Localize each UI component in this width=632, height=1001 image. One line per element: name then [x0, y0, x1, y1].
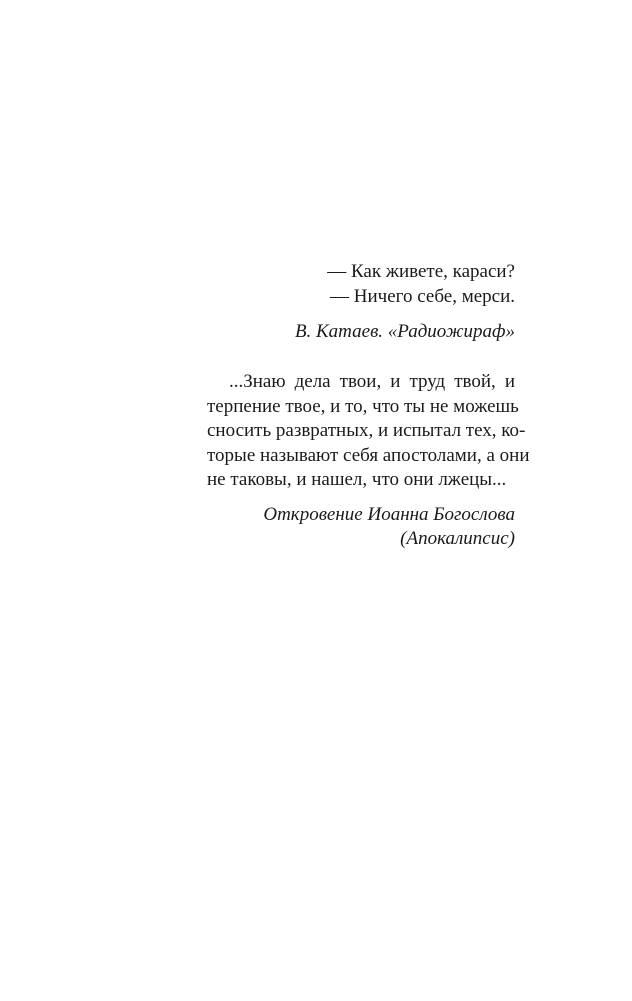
- quote-line: не таковы, и нашел, что они лжецы...: [207, 469, 507, 490]
- epigraph-attribution: Откровение Иоанна Богослова: [263, 503, 515, 525]
- epigraph-attribution: В. Катаев. «Радиожираф»: [294, 321, 515, 342]
- quote-line: терпение твое, и то, что ты не можешь: [207, 395, 519, 417]
- quote-line: сносить развратных, и испытал тех, ко-: [207, 420, 526, 441]
- dialogue-line: — Как живете, караси?: [327, 261, 515, 282]
- quote-line: торые называют себя апостолами, а они: [207, 444, 530, 466]
- epigraph-katayev: [207, 260, 515, 345]
- quote-line: ...Знаю дела твои, и труд твой, и: [229, 371, 515, 392]
- epigraph-revelation: [207, 370, 530, 552]
- epigraph-attribution: (Апокалипсис): [400, 528, 515, 549]
- dialogue-line: — Ничего себе, мерси.: [330, 285, 515, 307]
